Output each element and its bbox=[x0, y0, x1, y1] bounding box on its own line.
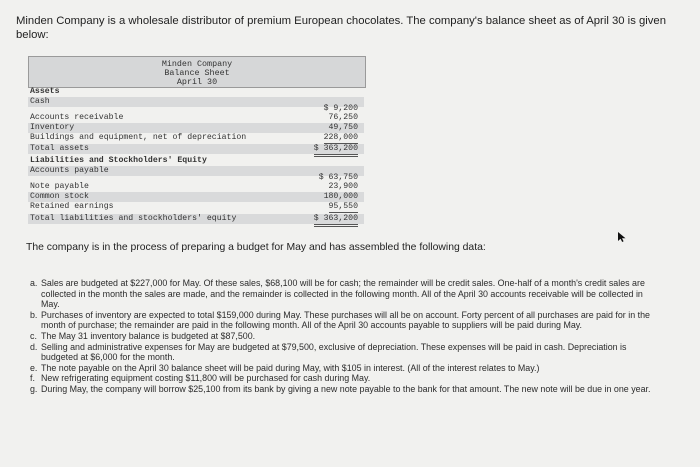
assets-heading: Assets bbox=[30, 87, 60, 96]
row-label: Cash bbox=[30, 97, 50, 106]
row-label: Total liabilities and stockholders' equity bbox=[30, 214, 237, 223]
liabilities-heading-row bbox=[28, 156, 364, 166]
total-assets-row bbox=[28, 144, 364, 154]
item-text: New refrigerating equipment costing $11,800 will be purchased for cash during May. bbox=[41, 373, 371, 384]
list-item bbox=[30, 384, 660, 395]
problem-intro: Minden Company is a wholesale distributor of premium European chocolates. The company's balance sheet as of April 30 is given below: bbox=[16, 15, 666, 41]
statement-title: Balance Sheet bbox=[164, 68, 230, 78]
mouse-cursor-icon bbox=[618, 232, 626, 242]
budget-data-list bbox=[30, 278, 660, 395]
item-key: f. bbox=[30, 373, 35, 384]
row-value: 95,550 bbox=[328, 202, 358, 211]
balance-sheet bbox=[28, 56, 366, 232]
item-key: a. bbox=[30, 278, 38, 288]
row-value: 23,900 bbox=[328, 182, 358, 191]
total-liabilities-row bbox=[28, 214, 364, 224]
row-label: Accounts receivable bbox=[30, 113, 124, 122]
row-label: Accounts payable bbox=[30, 166, 109, 175]
item-key: g. bbox=[30, 383, 38, 394]
row-label: Buildings and equipment, net of depreciation bbox=[30, 133, 247, 142]
company-name: Minden Company bbox=[161, 59, 233, 69]
list-item bbox=[30, 373, 660, 384]
table-row bbox=[28, 123, 364, 133]
item-text: Purchases of inventory are expected to total $159,000 during May. These purchases will all be on account. Forty percent of all purchases are paid for in the month of purchase; the remainder are paid in the following month. All of the April 30 accounts payable to suppliers will be paid during May. bbox=[41, 309, 650, 331]
table-row bbox=[28, 182, 364, 192]
assets-heading-row bbox=[28, 87, 364, 97]
list-item bbox=[30, 342, 660, 363]
item-text: The note payable on the April 30 balance sheet will be paid during May, with $105 in interest. (All of the interest relates to May.) bbox=[41, 362, 540, 373]
row-label: Note payable bbox=[30, 182, 89, 191]
row-label: Inventory bbox=[30, 123, 75, 132]
row-value: 228,000 bbox=[323, 133, 358, 142]
list-item bbox=[30, 363, 660, 374]
row-value: $ 363,200 bbox=[314, 214, 358, 227]
item-text: Selling and administrative expenses for May are budgeted at $79,500, exclusive of depreciation. These expenses will be paid in cash. Depreciation is budgeted at $6,000 for the month. bbox=[41, 341, 627, 363]
list-item bbox=[30, 331, 660, 342]
item-text: Sales are budgeted at $227,000 for May. Of these sales, $68,100 will be for cash; the remainder will be credit sales. One-half of a month's credit sales are collected in the month the sales are made, and the remainder is collected in the following month. All of the April 30 accounts receivable will be collected in May. bbox=[41, 278, 645, 310]
row-label: Common stock bbox=[30, 192, 89, 201]
table-row bbox=[28, 133, 364, 143]
list-item bbox=[30, 278, 660, 310]
row-value: 49,750 bbox=[328, 123, 358, 132]
row-value: $ 363,200 bbox=[314, 144, 358, 157]
row-label: Retained earnings bbox=[30, 202, 114, 211]
row-value: 76,250 bbox=[328, 113, 358, 122]
row-value: $ 9,200 bbox=[323, 104, 358, 113]
item-key: b. bbox=[30, 309, 38, 320]
table-row bbox=[28, 202, 364, 212]
row-value: 180,000 bbox=[323, 192, 358, 201]
item-key: c. bbox=[30, 330, 37, 341]
item-key: e. bbox=[30, 362, 38, 373]
row-value: $ 63,750 bbox=[318, 173, 358, 182]
item-key: d. bbox=[30, 341, 38, 352]
table-row bbox=[28, 192, 364, 202]
statement-date: April 30 bbox=[176, 77, 218, 87]
balance-sheet-header bbox=[28, 56, 366, 88]
list-item bbox=[30, 310, 660, 331]
item-text: During May, the company will borrow $25,100 from its bank by giving a new note payable to the bank for that amount. The new note will be due in one year. bbox=[41, 383, 651, 394]
item-text: The May 31 inventory balance is budgeted at $87,500. bbox=[41, 330, 256, 341]
liabilities-heading: Liabilities and Stockholders' Equity bbox=[30, 156, 207, 165]
data-lead-sentence: The company is in the process of preparing a budget for May and has assembled the following data: bbox=[26, 242, 486, 253]
table-row bbox=[28, 113, 364, 123]
row-label: Total assets bbox=[30, 144, 89, 153]
